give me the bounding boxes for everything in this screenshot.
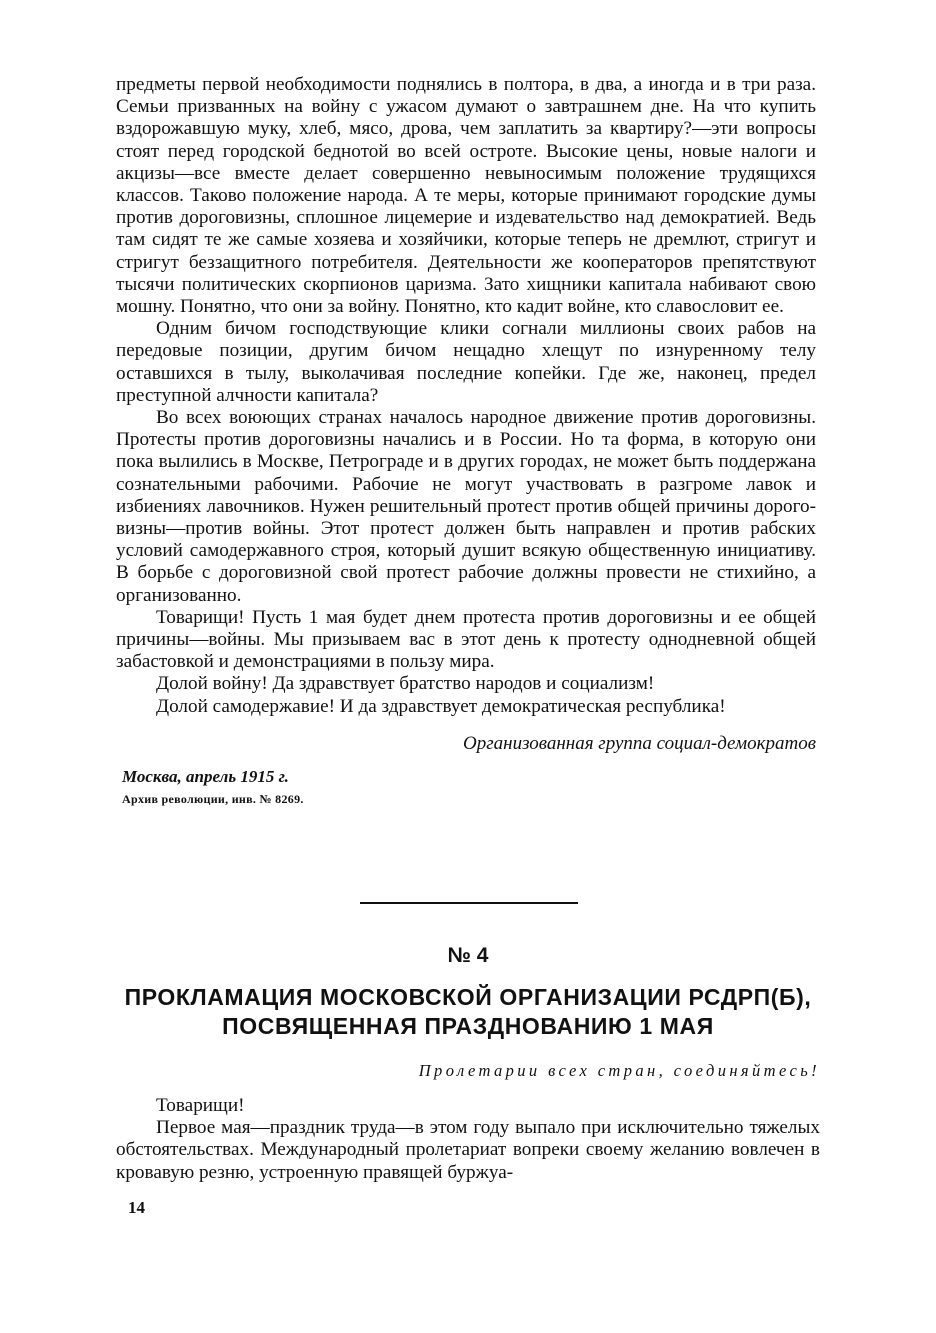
proclamation-body — [116, 1095, 820, 1184]
place-date: Москва, апрель 1915 г. — [122, 766, 289, 786]
continued-section — [116, 74, 816, 807]
slogan-down-with-autocracy: Долой самодержавие! И да здравствует демократическая республика! — [156, 695, 726, 717]
paragraph-whips: Одним бичом господствующие клики согнали миллионы своих рабов на передовые позиции, другим бичом нещадно хлещут по изнуренному телу оставшихся в тылу, выколачивая последние копейки. Где же, наконец, предел преступной алчности капитала? — [116, 318, 816, 406]
signature: Организованная группа социал-демократов — [463, 732, 816, 754]
motto: Пролетарии всех стран, соединяйтесь! — [418, 1061, 820, 1080]
paragraph-prices: предметы первой необходимости поднялись в полтора, в два, а иногда и в три раза. Семьи призванных на войну с ужасом думают о завтрашнем дне. На что купить вздорожавшую муку, хлеб, мясо, дрова, чем заплатить за квартиру?—эти вопросы стоят перед городской беднотой во всей остроте. Высокие цены, новые налоги и акцизы—все вместе делает совершенно невыносимым положение трудящихся классов. Таково положение народа. А те меры, которые принимают городские думы против дороговизны, сплошное лицемерие и издевательство над демократией. Ведь там сидят те же самые хозяева и хозяйчики, которые теперь не дремлют, стригут и стригут беззащитного потребителя. Деятельности же кооператоров препятствуют тысячи политических скорпионов царизма. Зато хищники капитала набивают свою мошну. Понятно, что они за войну. Понятно, кто кадит войне, кто славословит ее. — [116, 74, 816, 318]
page-number: 14 — [128, 1198, 145, 1217]
archive-reference: Архив революции, инв. № 8269. — [122, 791, 304, 806]
document-title: ПРОКЛАМАЦИЯ МОСКОВСКОЙ ОРГАНИЗАЦИИ РСДРП(Б), ПОСВЯЩЕННАЯ ПРАЗДНОВАНИЮ 1 МАЯ — [124, 984, 812, 1039]
paragraph-may-day-call: Товарищи! Пусть 1 мая будет днем протеста против дороговизны и ее общей причины—войны. Мы призываем вас в этот день к протесту однодневной общей забастовкой и демонстрациями в пользу мира. — [116, 606, 816, 673]
greeting: Товарищи! — [156, 1095, 245, 1116]
paragraph-first-may: Первое мая—праздник труда—в этом году выпало при исключительно тяжелых обстоятельствах. Международный пролетариат вопреки своему желанию вовлечен в кровавую резню, устроенную правящей буржуа- — [116, 1117, 820, 1183]
slogan-down-with-war: Долой войну! Да здравствует братство народов и социализм! — [156, 673, 655, 695]
section-divider — [360, 902, 578, 904]
document-number: № 4 — [447, 944, 489, 967]
paragraph-protests: Во всех воюющих странах началось народное движение против дороговизны. Протесты против дороговизны начались и в России. Но та форма, в которую они пока вылились в Москве, Петрограде и в других городах, не может быть поддержана сознательными рабочими. Рабочие не могут участвовать в разгроме лавок и избиениях лавочников. Нужен решительный протест против общей причины дороговизны—против войны. Этот протест должен быть направлен и против рабских условий самодержавного строя, который душит всякую общественную инициативу. В борьбе с дороговизной свой протест рабочие должны провести не стихийно, а организованно. — [116, 407, 816, 606]
